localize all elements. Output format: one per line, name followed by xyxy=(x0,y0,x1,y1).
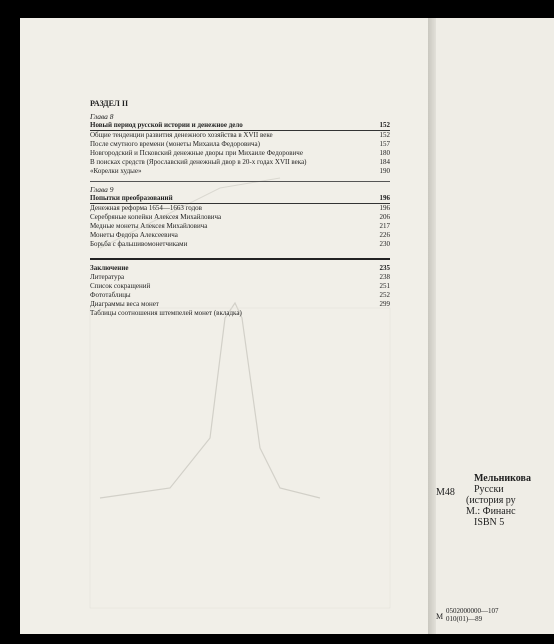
code-line: 010(01)—89 xyxy=(446,615,483,623)
toc-title: Диаграммы веса монет xyxy=(90,300,159,308)
toc-row xyxy=(90,149,390,158)
toc-title: Новгородский и Псковский денежные дворы при Михаиле Федоровиче xyxy=(90,149,303,157)
toc-row xyxy=(90,131,390,140)
toc-title: Медные монеты Алексея Михайловича xyxy=(90,222,208,230)
publisher-line: М.: Финанс xyxy=(466,506,516,517)
toc-title: В поисках средств (Ярославский денежный двор в 20-х годах XVII века) xyxy=(90,158,307,166)
toc-page: 206 xyxy=(379,213,390,221)
toc-page: 157 xyxy=(379,140,390,148)
toc-title: Фототаблицы xyxy=(90,291,131,299)
toc-title: Список сокращений xyxy=(90,282,151,290)
classification-code xyxy=(446,607,499,623)
toc-page: 252 xyxy=(379,291,390,299)
toc-row xyxy=(90,121,390,131)
isbn-line: ISBN 5 xyxy=(474,517,505,528)
toc-row xyxy=(90,231,390,240)
toc-title: Общие тенденции развития денежного хозяйства в XVII веке xyxy=(90,131,273,139)
library-code: М48 xyxy=(436,487,455,498)
toc-page: 235 xyxy=(379,264,390,272)
toc-title: Заключение xyxy=(90,264,129,272)
title-line: Русски xyxy=(474,484,504,495)
toc-title: Борьба с фальшивомонетчиками xyxy=(90,240,188,248)
toc-row xyxy=(90,282,390,291)
toc-page: 251 xyxy=(379,282,390,290)
chapter-9-label: Глава 9 xyxy=(90,185,114,194)
toc-page: 238 xyxy=(379,273,390,281)
subtitle-line: (история ру xyxy=(466,495,516,506)
author-line: Мельникова xyxy=(474,473,531,484)
toc-title: «Корелки худые» xyxy=(90,167,142,175)
section-title: РАЗДЕЛ II xyxy=(90,99,129,108)
toc-row xyxy=(90,264,390,273)
toc-title: Попытки преобразований xyxy=(90,194,173,202)
toc-row xyxy=(90,273,390,282)
toc-title: Таблицы соотношения штемпелей монет (вкладка) xyxy=(90,309,242,317)
toc-page: 196 xyxy=(379,204,390,212)
chapter-8-label: Глава 8 xyxy=(90,112,114,121)
toc-row xyxy=(90,140,390,149)
toc-page: 152 xyxy=(379,131,390,139)
toc-page: 217 xyxy=(379,222,390,230)
toc-title: После смутного времени (монеты Михаила Федоровича) xyxy=(90,140,260,148)
toc-page: 226 xyxy=(379,231,390,239)
toc-row xyxy=(90,167,390,176)
toc-row xyxy=(90,222,390,231)
toc-row xyxy=(90,240,390,249)
toc-title: Денежная реформа 1654—1663 годов xyxy=(90,204,202,212)
divider-thick xyxy=(90,258,390,260)
bibliographic-block xyxy=(436,473,554,528)
toc-page: 196 xyxy=(379,194,390,202)
toc-page: 184 xyxy=(379,158,390,166)
toc-title: Серебряные копейки Алексея Михайловича xyxy=(90,213,222,221)
toc-row xyxy=(90,213,390,222)
table-of-contents xyxy=(90,99,390,318)
m-letter: М xyxy=(436,612,444,621)
toc-row xyxy=(90,158,390,167)
toc-page: 230 xyxy=(379,240,390,248)
toc-page: 299 xyxy=(379,300,390,308)
toc-row xyxy=(90,291,390,300)
toc-row xyxy=(90,204,390,213)
toc-title: Монеты Федора Алексеевича xyxy=(90,231,178,239)
toc-page: 180 xyxy=(379,149,390,157)
toc-row xyxy=(90,309,390,318)
toc-title: Литература xyxy=(90,273,125,281)
toc-row xyxy=(90,300,390,309)
right-page xyxy=(436,18,554,634)
toc-page: 152 xyxy=(379,121,390,129)
divider xyxy=(90,181,390,182)
toc-row xyxy=(90,194,390,204)
toc-title: Новый период русской истории и денежное дело xyxy=(90,121,243,129)
toc-page: 190 xyxy=(379,167,390,175)
code-line: 0502000000—107 xyxy=(446,607,499,615)
left-page xyxy=(20,18,432,634)
